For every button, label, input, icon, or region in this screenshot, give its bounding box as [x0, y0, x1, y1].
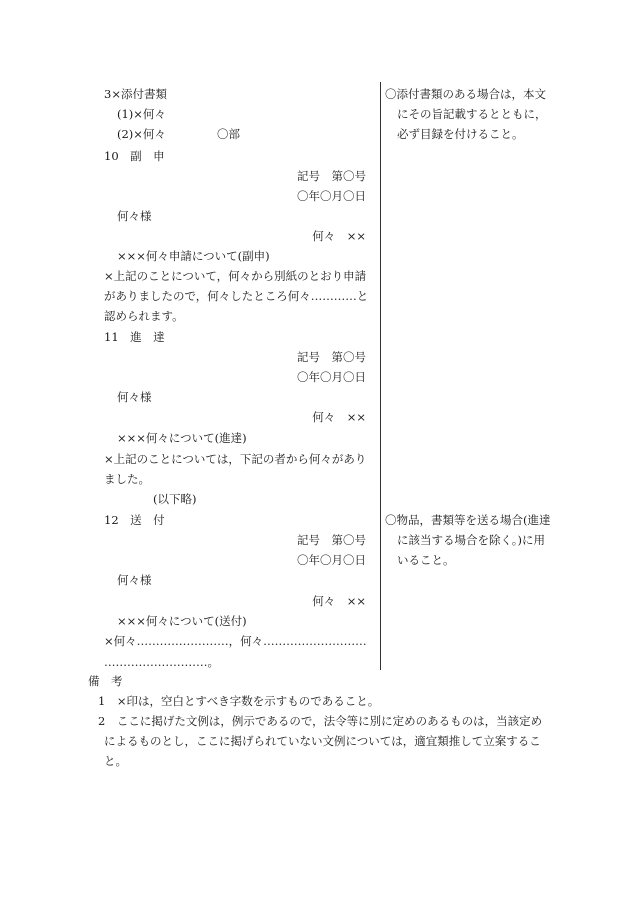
remarks-title: 備 考	[88, 674, 123, 688]
section-12-body-line-2: ………………………。	[104, 655, 219, 669]
remark-1: 1 ×印は，空白とすべき字数を示すものであること。	[98, 694, 380, 708]
section-10-sender: 何々 ××	[312, 229, 366, 243]
section-10-addressee: 何々様	[117, 209, 152, 223]
note-sending-line-2: に該当する場合を除く。)に用	[397, 533, 546, 547]
section-10-heading: 10 副 申	[104, 149, 165, 163]
section-10-body-line-1: ×上記のことについて，何々から別紙のとおり申請	[104, 269, 367, 283]
section-12-addressee: 何々様	[117, 573, 152, 587]
attachment-item-2-count: 〇部	[217, 127, 240, 141]
section-11-omitted: (以下略)	[153, 492, 197, 506]
section-10-date: 〇年〇月〇日	[297, 189, 366, 203]
attachment-heading: 3×添付書類	[104, 87, 167, 101]
remark-2-line-2: によるものとし，ここに掲げられていない文例については，適宜類推して立案するこ	[104, 734, 541, 748]
section-10-body-line-2: がありましたので，何々したところ何々…………と	[104, 289, 369, 303]
remark-2-line-1: 2 ここに掲げた文例は，例示であるので，法令等に別に定めのあるものは，当該定め	[98, 714, 543, 728]
section-12-doc-number: 記号 第〇号	[297, 533, 366, 547]
section-11-doc-number: 記号 第〇号	[297, 350, 366, 364]
section-11-addressee: 何々様	[117, 390, 152, 404]
section-12-subject: ×××何々について(送付)	[117, 614, 247, 628]
section-10-subject: ×××何々申請について(副申)	[117, 249, 270, 263]
column-divider	[380, 82, 381, 670]
section-11-body-line-1: ×上記のことについては，下記の者から何々があり	[104, 452, 367, 466]
attachment-item-1: (1)×何々	[117, 107, 166, 121]
section-11-sender: 何々 ××	[312, 410, 366, 424]
note-attachment-line-1: 〇添付書類のある場合は，本文	[385, 87, 546, 101]
remark-2-line-3: と。	[104, 754, 127, 768]
section-11-date: 〇年〇月〇日	[297, 370, 366, 384]
note-attachment-line-3: 必ず目録を付けること。	[397, 127, 524, 141]
note-sending-line-1: 〇物品，書類等を送る場合(進達	[385, 513, 551, 527]
section-11-subject: ×××何々について(進達)	[117, 431, 247, 445]
note-attachment-line-2: にその旨記載するとともに，	[397, 107, 547, 121]
section-12-heading: 12 送 付	[104, 513, 165, 527]
attachment-item-2: (2)×何々	[117, 127, 166, 141]
section-12-sender: 何々 ××	[312, 594, 366, 608]
note-sending-line-3: いること。	[397, 553, 455, 567]
section-12-date: 〇年〇月〇日	[297, 553, 366, 567]
section-11-heading: 11 進 達	[104, 330, 165, 344]
section-12-body-line-1: ×何々……………………，何々………………………	[104, 634, 367, 648]
section-10-body-line-3: 認められます。	[104, 309, 184, 323]
section-10-doc-number: 記号 第〇号	[297, 169, 366, 183]
section-11-body-line-2: ました。	[104, 472, 150, 486]
